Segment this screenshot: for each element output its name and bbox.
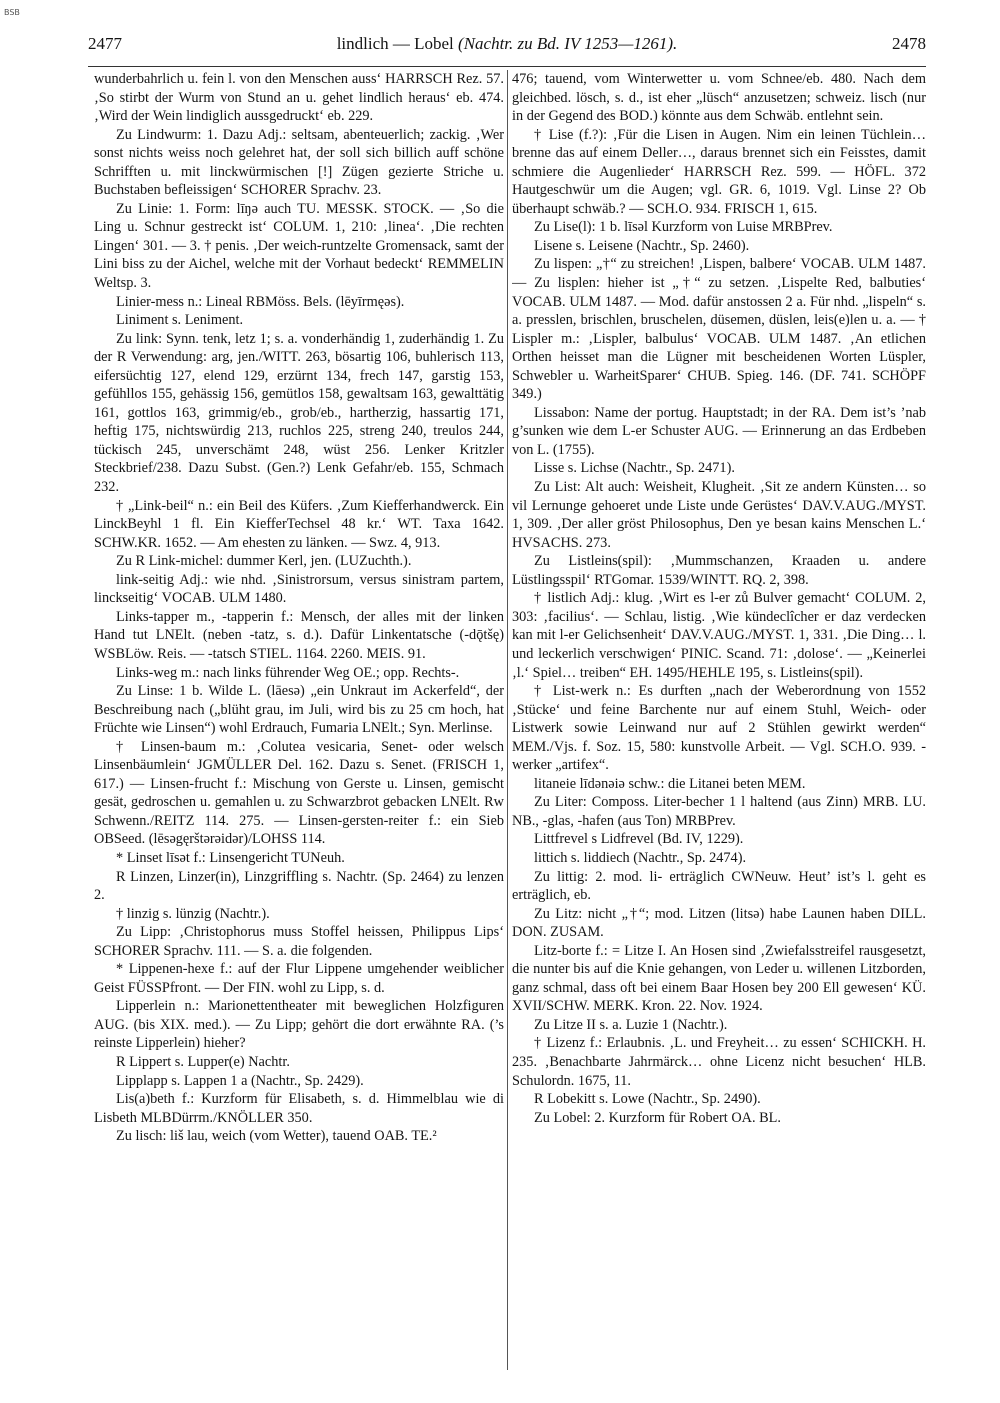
dictionary-entry: Zu Linie: 1. Form: līŋə auch TU. MESSK. STOCK. — ‚So die Ling u. Schnur gestreckt ist‘ COLUM. 1, 210: ‚linea‘. ‚Die rechten Lingen‘ 301. — 3. † penis. ‚Der weich-runtzelte Gromensack, samt der Lini biss zu der Aichel, welche mit der Vorhaut bedeckt‘ REMMELIN Weltsp. 3. [94,200,504,292]
dictionary-entry: R Linzen, Linzer(in), Linzgriffling s. Nachtr. (Sp. 2464) zu lenzen 2. [94,868,504,904]
dictionary-entry: Links-weg m.: nach links führender Weg OE.; opp. Rechts-. [116,664,460,681]
header-rule [88,66,926,67]
dictionary-entry: R Lobekitt s. Lowe (Nachtr., Sp. 2490). [534,1091,761,1108]
dictionary-entry: Zu lispen: „†“ zu streichen! ‚Lispen, balbere‘ VOCAB. ULM 1487. — Zu lisplen: hieher ist „†“ zu setzen. ‚Lispelte Red, balbuties‘ VOCAB. ULM 1487. — Mod. dafür anstossen 2 a. Für nhd. „lispeln“ s. a. presslen, brischlen, bruschelen, düsemen, düslen, leis(e)len u. a. — † Lispler m.: ‚Lispler, balbulus‘ VOCAB. ULM 1487. ‚An etlichen Orthen heisset man die Lügner mit bescheidenen Worten Lüspler, Schwebler u. WarheitSparer‘ CHUB. Spieg. 146. (DF. 741. SCHÖPF 349.) [512,256,926,403]
dictionary-entry: Links-tapper m., -tapperin f.: Mensch, der alles mit der linken Hand tut LNElt. (neben -tatz, s. d.). Dafür Linkentatsche (-dǭtšę) WSBLöw. Reis. — -tatsch STIEL. 1164. 2260. MEIS. 91. [94,608,504,662]
dictionary-entry: Zu R Link-michel: dummer Kerl, jen. (LUZuchth.). [116,553,412,570]
dictionary-entry: Zu Lobel: 2. Kurzform für Robert OA. BL. [534,1109,781,1126]
dictionary-entry: † „Link-beil“ n.: ein Beil des Küfers. ‚Zum Kiefferhandwerck. Ein LinckBeyhl 1 fl. Ein KiefferTechsel 48 kr.‘ WT. Taxa 1642. SCHW.KR. 1652. — Am ehesten zu länken. — Swz. 4, 913. [94,497,504,551]
running-title-main: lindlich — Lobel [336,34,454,53]
running-title-italic: (Nachtr. zu Bd. IV 1253—1261). [458,34,678,53]
dictionary-entry: littich s. liddiech (Nachtr., Sp. 2474). [534,849,747,866]
dictionary-entry: Lissabon: Name der portug. Hauptstadt; in der RA. Dem ist’s ’nab g’sunken wie dem L-er Schuster AUG. — Erinnerung an das Erdbeben von L. (1755). [512,404,926,458]
dictionary-entry: Zu Lindwurm: 1. Dazu Adj.: seltsam, abenteuerlich; zackig. ‚Wer sonst nichts weiss noch gelehret hat, der soll sich billich auff schöne Schrifften u. mit linckwürmischen [!] Zügen gezierte Striche u. Buchstaben befleissigen‘ SCHORER Sprachv. 23. [94,126,504,199]
left-column [94,70,504,1380]
column-divider [507,70,508,1370]
right-column [512,70,926,1380]
page-number-right: 2478 [892,34,926,53]
dictionary-entry: wunderbahrlich u. fein l. von den Menschen auss‘ HARRSCH Rez. 57. ‚So stirbt der Wurm von Stund an u. gehet lindlich heraus‘ eb. 474. ‚Wird der Wein lindiglich aussgedruckt‘ eb. 229. [94,71,504,125]
page-number-left: 2477 [88,34,122,53]
running-title [88,34,926,54]
dictionary-entry: Zu List: Alt auch: Weisheit, Klugheit. ‚Sit ze andern Künsten… so vil Lernunge gehoeret unde Liste unde Gerüstes‘ DAV.V.AUG./MYST. 1, 309. ‚Der aller gröst Philosophus, Den ye besan kains Menschen L.‘ HVSACHS. 273. [512,479,926,551]
dictionary-entry: Lis(a)beth f.: Kurzform für Elisabeth, s. d. Himmelblau wie di Lisbeth MLBDürrm./KNÖLLER 350. [94,1091,504,1126]
dictionary-entry: † Linsen-baum m.: ‚Colutea vesicaria, Senet- oder welsch Linsenbäumlein‘ JGMÜLLER Del. 162. Dazu s. Senet. (FRISCH 1, 617.) — Linsen-frucht f.: Mischung von Gerste u. Linsen, gemischt gesät, gedroschen u. gemahlen u. zu Schwarzbrot gebacken LNElt. Rw Schwenn./REITZ 114. 275. — Linsen-gersten-reiter f.: ein Sieb OBSeed. (lēsəgęrštərəidər)/LOHSS 114. [94,738,504,848]
dictionary-entry: Zu link: Synn. tenk, letz 1; s. a. vonderhändig 1, zuderhändig 1. Zu der R Verwendung: arg, jen./WITT. 263, bösartig 106, buhlerisch 113, eifersüchtig 127, elend 129, erzürnt 134, frech 147, garstig 153, gefühllos 155, gehässig 156, gemütlos 158, gewaltsam 163, gewalttätig 161, gottlos 163, grimmig/eb., grob/eb., hartherzig, hassartig 171, heftig 175, nichtswürdig 213, ruchlos 225, streng 240, treulos 244, tückisch 245, unverschämt 248, wüst 256. Lenker Kritzler Steckbrief/238. Dazu Subst. (Gen.?) Lenk Gefahr/eb. 155, Schmach 232. [94,330,504,496]
dictionary-entry: Zu Lise(l): 1 b. līsəl Kurzform von Luise MRBPrev. [534,219,833,236]
dictionary-entry: R Lippert s. Lupper(e) Nachtr. [116,1053,290,1070]
dictionary-entry: Zu Litz: nicht „†“; mod. Litzen (litsə) habe Launen haben DILL. DON. ZUSAM. [512,905,926,941]
library-stamp: BSB [4,8,20,17]
dictionary-entry: Zu Linse: 1 b. Wilde L. (lāesə) „ein Unkraut im Ackerfeld“, der Beschreibung nach („blüht grau, im Juli, wird bis zu 25 cm hoch, hat Früchte wie Linsen“) wohl Erdrauch, Fumaria LNElt.; Syn. Merlinse. [94,683,504,737]
page-header [88,34,926,60]
dictionary-entry: Liniment s. Leniment. [116,312,244,329]
dictionary-entry: Lisene s. Leisene (Nachtr., Sp. 2460). [534,237,750,254]
dictionary-entry: Zu lisch: liš lau, weich (vom Wetter), tauend OAB. TE.² [116,1128,437,1145]
dictionary-entry: Zu Liter: Composs. Liter-becher 1 l haltend (aus Zinn) MRB. LU. NB., -glas, -hafen (aus Ton) MRBPrev. [512,794,926,829]
dictionary-entry: litaneie līdənəiə schw.: die Litanei beten MEM. [534,775,806,792]
dictionary-entry: Zu Litze II s. a. Luzie 1 (Nachtr.). [534,1016,728,1033]
dictionary-entry: 476; tauend, vom Winterwetter u. vom Schnee/eb. 480. Nach dem gleichbed. lösch, s. d., ist eher „lüsch“ anzusetzen; schweiz. lisch (nur in der Gegend des BOD.) könnte aus dem Schwäb. entlehnt sein. [512,71,926,125]
dictionary-entry: Litz-borte f.: = Litze I. An Hosen sind ‚Zwiefalsstreifel rausgesetzt, die nunter bis auf die Knie gehangen, von Leder u. willenen Litzborden, ganz schmal, dass oft bei einem Baar Hosen bey 200 Ell gewesen‘ KÜ. XVII/SCHW. MERK. Kron. 22. Nov. 1924. [512,942,926,1015]
dictionary-entry: † listlich Adj.: klug. ‚Wirt es l-er zů Bulver gemacht‘ COLUM. 2, 303: ‚facilius‘. — Schlau, listig. ‚Wie kündeclîcher er daz verdecken kan mit l-er Gelichsenheit‘ DAV.V.AUG./MYST. 1, 331. ‚Die Ding… l. und leckerlich verschwigen‘ PINIC. Scand. 71: ‚dolose‘. — „Keinerlei ‚l.‘ Spiel… treiben“ EH. 1495/HEHLE 195, s. Listleins(spil). [512,590,926,681]
dictionary-entry: link-seitig Adj.: wie nhd. ‚Sinistrorsum, versus sinistram partem, linckseitig‘ VOCAB. ULM 1480. [94,571,504,607]
dictionary-entry: † List-werk n.: Es durften „nach der Weberordnung von 1552 ‚Stücke‘ und feine Barchente nur auf einem Stuhl, Weich- oder Listwerk sowie Leinwand nur auf 2 Stühlen gewirkt werden“ MEM./Vjs. f. Soz. 15, 580: kunstvolle Arbeit. — Vgl. SCH.O. 939. -werker „artifex“. [512,683,926,774]
dictionary-entry: * Lippenen-hexe f.: auf der Flur Lippene umgehender weiblicher Geist FÜSSPfront. — Der FIN. wohl zu Lipp, s. d. [94,961,504,996]
dictionary-entry: † linzig s. lünzig (Nachtr.). [116,905,270,922]
dictionary-entry: Zu littig: 2. mod. li- erträglich CWNeuw. Heut’ ist’s l. geht es erträglich, eb. [512,868,926,904]
dictionary-entry: Zu Listleins(spil): ‚Mummschanzen, Kraaden u. andere Lüstlingsspil‘ RTGomar. 1539/WINTT. RQ. 2, 398. [512,553,926,588]
dictionary-entry: Lipperlein n.: Marionettentheater mit beweglichen Holzfiguren AUG. (bis XIX. med.). — Zu Lipp; gehört die dort erwähnte RA. (’s reinste Lipperlein) hieher? [94,998,504,1052]
dictionary-entry: * Linset līsət f.: Linsengericht TUNeuh. [116,849,345,866]
dictionary-entry: † Lizenz f.: Erlaubnis. ‚L. und Freyheit… zu essen‘ SCHICKH. H. 235. ‚Benachbarte Jahrmärck… ohne Licenz nicht besuchen‘ HLB. Schulordn. 1675, 11. [512,1035,926,1089]
dictionary-entry: Zu Lipp: ‚Christophorus muss Stoffel heissen, Philippus Lips‘ SCHORER Sprachv. 111. — S. a. die folgenden. [94,924,504,959]
dictionary-entry: Lisse s. Lichse (Nachtr., Sp. 2471). [534,460,735,477]
dictionary-entry: † Lise (f.?): ‚Für die Lisen in Augen. Nim ein leinen Tüchlein… brenne das auf einem Deller…, daraus brennet sich ein Feisstes, damit schmiere die Augenlieder‘ HARRSCH Rez. 599. — HÖFL. 372 Hautgeschwür um die Augen; vgl. GR. 6, 1019. Vgl. Linse 2? Ob überhaupt schwäb.? — SCH.O. 934. FRISCH 1, 615. [512,126,926,217]
dictionary-entry: Linier-mess n.: Lineal RBMöss. Bels. (lēyīrmęəs). [116,293,405,310]
dictionary-entry: Littfrevel s Lidfrevel (Bd. IV, 1229). [534,831,744,848]
dictionary-entry: Lipplapp s. Lappen 1 a (Nachtr., Sp. 2429). [116,1072,364,1089]
